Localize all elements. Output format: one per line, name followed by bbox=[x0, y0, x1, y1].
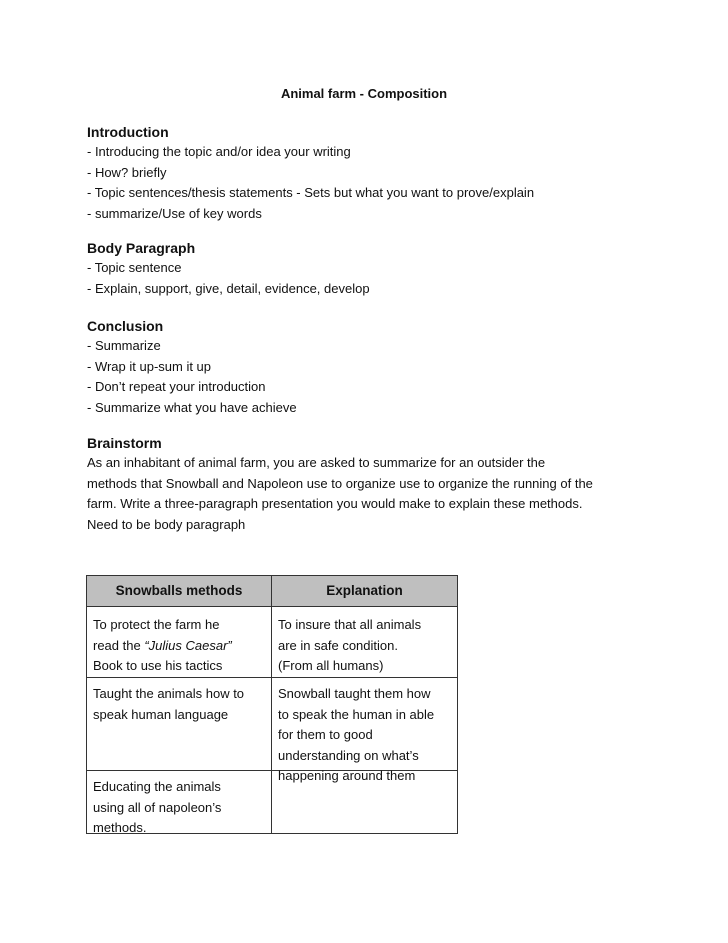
conclusion-line: - Wrap it up-sum it up bbox=[87, 358, 212, 374]
body-paragraph-line: - Topic sentence bbox=[87, 260, 182, 275]
body-paragraph-heading: Body Paragraph bbox=[87, 240, 196, 256]
cell-line: methods. bbox=[93, 820, 147, 835]
cell-line: To insure that all animals bbox=[278, 617, 422, 632]
header-explanation: Explanation bbox=[272, 576, 458, 607]
introduction-line: - Introducing the topic and/or idea your writing bbox=[87, 144, 351, 159]
cell-line: To protect the farm he bbox=[93, 617, 220, 632]
conclusion-line: - Don’t repeat your introduction bbox=[87, 379, 266, 394]
body-paragraph-section bbox=[87, 238, 657, 299]
cell-line: (From all humans) bbox=[278, 658, 384, 673]
conclusion-section bbox=[87, 316, 657, 418]
cell-line: Book to use his tactics bbox=[93, 658, 223, 673]
body-paragraph-line: - Explain, support, give, detail, evidence, develop bbox=[87, 280, 370, 296]
cell-line: are in safe condition. bbox=[278, 637, 398, 653]
table-row bbox=[87, 607, 458, 678]
cell-line: using all of napoleon’s bbox=[93, 799, 222, 815]
brainstorm-section bbox=[87, 433, 687, 535]
conclusion-line: - Summarize what you have achieve bbox=[87, 399, 297, 415]
introduction-line: - How? briefly bbox=[87, 164, 167, 180]
introduction-line: - Topic sentences/thesis statements - Sets but what you want to prove/explain bbox=[87, 185, 535, 200]
brainstorm-line: farm. Write a three-paragraph presentation you would make to explain these methods. bbox=[87, 496, 583, 511]
methods-table bbox=[86, 575, 458, 834]
cell-line: Educating the animals bbox=[93, 779, 221, 794]
introduction-heading: Introduction bbox=[87, 124, 169, 140]
brainstorm-line: Need to be body paragraph bbox=[87, 516, 246, 532]
book-title: “Julius Caesar” bbox=[144, 637, 232, 653]
introduction-section bbox=[87, 122, 657, 224]
brainstorm-heading: Brainstorm bbox=[87, 435, 162, 451]
brainstorm-line: As an inhabitant of animal farm, you are asked to summarize for an outsider the bbox=[87, 455, 546, 470]
cell-line: Taught the animals how to bbox=[93, 686, 245, 701]
cell-line: happening around them bbox=[278, 768, 416, 783]
method-cell bbox=[87, 607, 272, 678]
explanation-cell bbox=[272, 607, 458, 678]
cell-line: for them to good bbox=[278, 727, 373, 742]
conclusion-line: - Summarize bbox=[87, 338, 161, 353]
cell-line: Snowball taught them how bbox=[278, 686, 431, 701]
header-snowballs-methods: Snowballs methods bbox=[87, 576, 272, 607]
table-header-row bbox=[87, 576, 458, 607]
document-title: Animal farm - Composition bbox=[280, 86, 448, 101]
cell-line: speak human language bbox=[93, 706, 229, 722]
conclusion-heading: Conclusion bbox=[87, 318, 164, 334]
cell-line: to speak the human in able bbox=[278, 706, 435, 722]
cell-text: read the bbox=[93, 637, 145, 653]
cell-line: understanding on what’s bbox=[278, 747, 419, 763]
methods-table-container bbox=[86, 575, 457, 834]
brainstorm-line: methods that Snowball and Napoleon use to organize use to organize the running of the bbox=[87, 475, 593, 491]
introduction-line: - summarize/Use of key words bbox=[87, 205, 262, 221]
method-cell bbox=[87, 771, 272, 834]
explanation-cell bbox=[272, 678, 458, 783]
table-row bbox=[87, 678, 458, 771]
cell-line bbox=[93, 636, 265, 657]
method-cell bbox=[87, 678, 272, 771]
